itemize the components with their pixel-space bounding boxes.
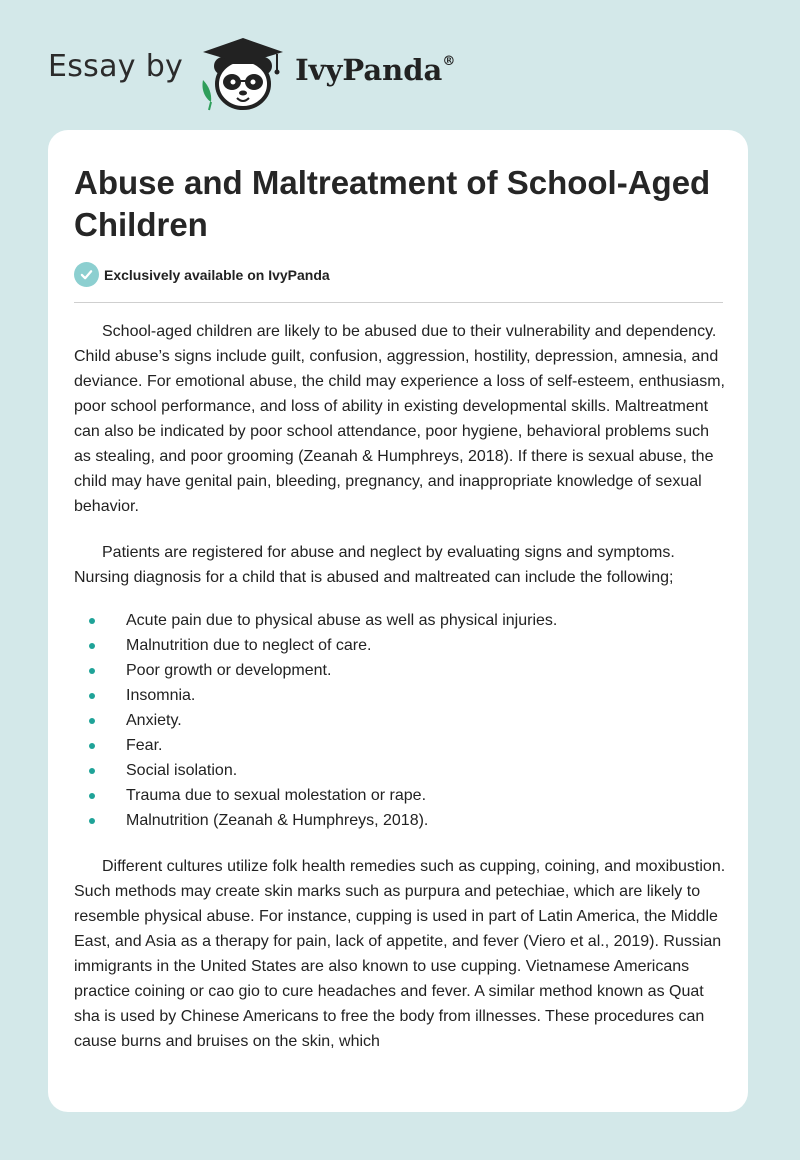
brand-name[interactable]: [295, 53, 455, 87]
essay-card: [48, 130, 748, 1112]
bullet-icon: [89, 793, 95, 799]
divider: [74, 302, 723, 303]
list-item-text: Trauma due to sexual molestation or rape.: [126, 787, 427, 804]
list-item: [74, 683, 726, 708]
list-item-text: Fear.: [126, 737, 163, 754]
paragraph: School-aged children are likely to be abused due to their vulnerability and dependency. Child abuse’s signs include guilt, confusion, aggression, hostility, depression, amnesia, and deviance. For emotional abuse, the child may experience a loss of self-esteem, enthusiasm, poor school performance, and loss of ability in existing developmental skills. Maltreatment can also be indicated by poor school attendance, poor hygiene, behavioral problems such as stealing, and poor grooming (Zeanah & Humphreys, 2018). If there is sexual abuse, the child may have genital pain, bleeding, pregnancy, and inappropriate knowledge of sexual behavior.: [74, 323, 725, 515]
exclusive-badge: [74, 262, 330, 287]
page-title: Abuse and Maltreatment of School-Aged Children: [74, 164, 711, 243]
bullet-icon: [89, 718, 95, 724]
list-item: [74, 783, 726, 808]
list-item: [74, 658, 726, 683]
badge-text: Exclusively available on IvyPanda: [104, 266, 330, 283]
list-item: [74, 633, 726, 658]
bullet-icon: [89, 668, 95, 674]
list-item-text: Insomnia.: [126, 687, 196, 704]
list-item: [74, 808, 726, 833]
bullet-icon: [89, 818, 95, 824]
list-item-text: Anxiety.: [126, 712, 182, 729]
list-item: [74, 733, 726, 758]
bullet-icon: [89, 693, 95, 699]
list-item: [74, 608, 726, 633]
list-item-text: Social isolation.: [126, 762, 238, 779]
bullet-icon: [89, 618, 95, 624]
diagnosis-list: [74, 608, 726, 833]
list-item-text: Malnutrition (Zeanah & Humphreys, 2018).: [126, 812, 429, 829]
bullet-icon: [89, 643, 95, 649]
panda-logo-icon[interactable]: [197, 32, 289, 112]
paragraph: Patients are registered for abuse and neglect by evaluating signs and symptoms. Nursing diagnosis for a child that is abused and maltreated can include the following;: [74, 544, 675, 586]
site-header: [48, 32, 748, 112]
essay-by-label: Essay by: [48, 48, 184, 84]
list-item-text: Malnutrition due to neglect of care.: [126, 637, 372, 654]
registered-mark: ®: [442, 54, 456, 70]
brand-name-text: IvyPanda: [295, 53, 443, 87]
essay-body: [74, 319, 726, 1075]
bullet-icon: [89, 743, 95, 749]
check-circle-icon: [74, 262, 99, 287]
list-item-text: Poor growth or development.: [126, 662, 332, 679]
list-item: [74, 708, 726, 733]
list-item: [74, 758, 726, 783]
list-item-text: Acute pain due to physical abuse as well as physical injuries.: [126, 612, 558, 629]
bullet-icon: [89, 768, 95, 774]
paragraph: Different cultures utilize folk health remedies such as cupping, coining, and moxibustion. Such methods may create skin marks such as purpura and petechiae, which are likely to resemble physical abuse. For instance, cupping is used in part of Latin America, the Middle East, and Asia as a therapy for pain, lack of appetite, and fever (Viero et al., 2019). Russian immigrants in the United States are also known to use cupping. Vietnamese Americans practice coining or cao gio to cure headaches and fever. A similar method known as Quat sha is used by Chinese Americans to free the body from illnesses. These procedures can cause burns and bruises on the skin, which: [74, 858, 726, 1050]
